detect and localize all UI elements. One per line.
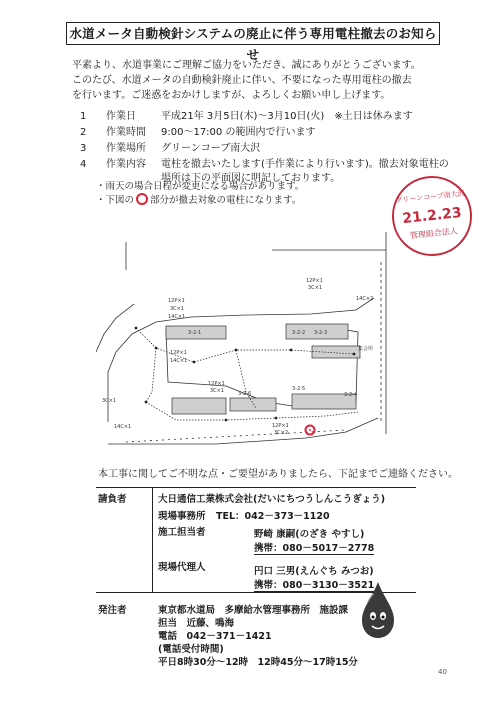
notes-list (96, 180, 304, 207)
pole-marker (290, 349, 293, 352)
schedule-value: 平成21年 3月5日(木)～3月10日(火) ※土日は休みます (161, 111, 413, 122)
building-label: 3-2-2 (292, 330, 306, 336)
map-label: 12P×1 (272, 423, 289, 429)
map-label: 12P×1 (170, 350, 187, 356)
map-label: 12P×1 (306, 278, 323, 284)
agent-mobile: 携帯：080－3130－3521 (254, 577, 374, 592)
page-number: 40 (438, 668, 447, 676)
client-office: 東京都水道局 多摩給水管理事務所 施設課 (158, 605, 349, 616)
building (230, 398, 276, 411)
pole-marker (145, 401, 148, 404)
target-marker-icon (136, 193, 148, 205)
inquiry-notice: 本工事に関してご不明な点・ご要望がありましたら、下記までご連絡ください。 (98, 469, 458, 480)
pole-marker (155, 347, 158, 350)
legend-text: ・下図の (96, 195, 135, 206)
map-label: 3C×1 (308, 285, 323, 291)
stamp-org: グリーンコーブ南大沢 (395, 189, 465, 205)
building-label: 3-2-6 (238, 391, 252, 397)
schedule-num: 2 (80, 127, 87, 138)
pole-marker (275, 417, 278, 420)
schedule-label: 作業時間 (106, 127, 146, 138)
stamp-title: 管理組合法人 (409, 226, 459, 241)
schedule-value-line: 電柱を撤去いたします(手作業により行います)。撤去対象電柱の (161, 159, 449, 170)
schedule-value: 9:00～17:00 の範囲内で行います (161, 127, 316, 138)
client-phone: 電話 042－371－1421 (158, 631, 272, 642)
schedule-value: グリーンコーブ南大沢 (161, 143, 261, 154)
map-label: 14C×2 (356, 296, 374, 302)
pole-marker (225, 419, 228, 422)
office-label: 現場事務所 (158, 511, 206, 522)
legend-note (96, 193, 304, 207)
schedule-num: 4 (80, 159, 87, 170)
schedule-row-date (80, 110, 480, 124)
pole-marker (353, 353, 356, 356)
table-divider (152, 487, 153, 592)
map-label: 14C×1 (168, 314, 186, 320)
schedule-num: 1 (80, 111, 87, 122)
legend-text: 部分が撤去対象の電柱になります。 (150, 195, 302, 206)
site-plan-map (96, 222, 396, 454)
agent-label: 現場代理人 (158, 562, 206, 573)
buildings (166, 324, 360, 414)
client-hours-label: (電話受付時間) (158, 644, 224, 655)
work-schedule (80, 110, 480, 188)
schedule-row-place (80, 142, 480, 156)
map-label: 14C×1 (114, 424, 132, 430)
map-label: 3C×1 (210, 388, 225, 394)
pole-marker (235, 349, 238, 352)
pole-marker (135, 327, 138, 330)
office-tel: TEL：042－373－1120 (216, 511, 330, 522)
map-label: 3C×1 (170, 306, 185, 312)
page-title: 水道メータ自動検針システムの廃止に伴う専用電柱撤去のお知らせ (66, 22, 440, 45)
map-label: 12P×1 (208, 381, 225, 387)
intro-line: 平素より、水道事業にご理解ご協力をいただき、誠にありがとうございます。 (72, 60, 421, 71)
map-label: 3C×1 (102, 398, 117, 404)
water-drop-mascot-icon (358, 580, 398, 640)
supervisor-label: 施工担当者 (158, 527, 206, 538)
map-label: 3C×2 (274, 430, 289, 436)
building-label: 3-2-1 (188, 330, 202, 336)
map-label: 12P×1 (168, 298, 185, 304)
intro-line: このたび、水道メータの自動検針廃止に伴い、不要になった専用電柱の撤去 (72, 75, 412, 86)
client-staff: 担当 近藤、鳴海 (158, 618, 235, 629)
stamp-date: 21.2.23 (401, 204, 463, 228)
contractor-role: 請負者 (98, 494, 127, 505)
map-label: 14C×1 (170, 358, 188, 364)
agent-name: 円口 三男(えんぐち みつお) (254, 566, 374, 577)
schedule-label: 作業内容 (106, 159, 146, 170)
building-label: 3-2-5 (292, 386, 306, 392)
intro-paragraph (72, 58, 432, 103)
table-border-top (96, 487, 416, 488)
client-role: 発注者 (98, 605, 127, 616)
supervisor-mobile: 携帯：080－5017－2778 (254, 540, 374, 555)
schedule-value-line: 場所は下の平面図に明記しております。 (161, 173, 341, 184)
schedule-label: 作業日 (106, 111, 136, 122)
contractor-company: 大日通信工業株式会社(だいにちつうしんこうぎょう) (158, 494, 386, 505)
target-pole-dot (309, 429, 311, 431)
pole-marker (193, 361, 196, 364)
schedule-label: 作業場所 (106, 143, 146, 154)
supervisor-name: 野崎 康嗣(のざき やすし) (254, 529, 365, 540)
building-label: 3-2-4 (344, 392, 358, 398)
building (172, 398, 226, 414)
building-label: 集会所 (358, 346, 374, 352)
schedule-num: 3 (80, 143, 87, 154)
client-hours: 平日8時30分～12時 12時45分～17時15分 (158, 657, 358, 668)
schedule-row-time (80, 126, 480, 140)
building-label: 3-2-3 (314, 330, 328, 336)
intro-line: を行います。ご迷惑をおかけしますが、よろしくお願い申し上げます。 (72, 90, 391, 101)
rain-note: ・雨天の場合日程が変更になる場合があります。 (96, 181, 305, 192)
